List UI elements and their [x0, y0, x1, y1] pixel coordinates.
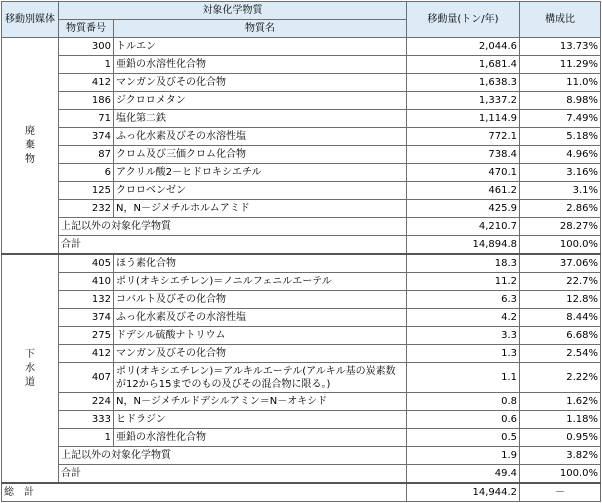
substance-name: マンガン及びその化合物: [114, 345, 407, 363]
transfer-amount: 1,681.4: [407, 56, 520, 74]
substance-number: 300: [59, 38, 114, 56]
medium-sewer: [2, 254, 59, 483]
transfer-amount: 3.3: [407, 327, 520, 345]
substance-number: 412: [59, 345, 114, 363]
substance-number: 374: [59, 309, 114, 327]
table-row: [2, 411, 601, 429]
substance-number: 333: [59, 411, 114, 429]
substance-number: 412: [59, 74, 114, 92]
medium-waste: [2, 38, 59, 255]
ratio: 12.8%: [520, 291, 601, 309]
table-row: [2, 429, 601, 447]
transfer-amount: 1.9: [407, 447, 520, 465]
table-row: [2, 56, 601, 74]
transfer-amount: 738.4: [407, 146, 520, 164]
substance-name: ポリ(オキシエチレン)＝アルキルエーテル(アルキル基の炭素数が12から15までのもの及びその混合物に限る。): [114, 363, 407, 393]
substance-name: ポリ(オキシエチレン)＝ノニルフェニルエーテル: [114, 273, 407, 291]
substance-name: N，N－ジメチルドデシルアミン＝N－オキシド: [114, 393, 407, 411]
table-row: [2, 74, 601, 92]
substance-name: N，N－ジメチルホルムアミド: [114, 200, 407, 218]
ratio: 11.29%: [520, 56, 601, 74]
transfer-amount: 4,210.7: [407, 218, 520, 236]
ratio: 100.0%: [520, 236, 601, 255]
substance-name: 亜鉛の水溶性化合物: [114, 56, 407, 74]
table-row: [2, 393, 601, 411]
grand-total-amount: 14,944.2: [407, 483, 520, 502]
table-row: [2, 327, 601, 345]
ratio: 1.62%: [520, 393, 601, 411]
substance-name: ヒドラジン: [114, 411, 407, 429]
substance-number: 1: [59, 56, 114, 74]
table-row: [2, 363, 601, 393]
substance-name: ほう素化合物: [114, 254, 407, 273]
substance-name: 亜鉛の水溶性化合物: [114, 429, 407, 447]
ratio: 7.49%: [520, 110, 601, 128]
substance-name: アクリル酸2－ヒドロキシエチル: [114, 164, 407, 182]
ratio: 13.73%: [520, 38, 601, 56]
grand-total-label: 総 計: [2, 483, 407, 502]
table-row: [2, 200, 601, 218]
table-row: [2, 182, 601, 200]
other-substances-row: [2, 447, 601, 465]
transfer-amount: 18.3: [407, 254, 520, 273]
subtotal-label: 合計: [59, 236, 407, 255]
ratio: 2.86%: [520, 200, 601, 218]
table-row: [2, 38, 601, 56]
substance-number: 275: [59, 327, 114, 345]
header-substance-name: 物質名: [114, 20, 407, 38]
transfer-amount: 11.2: [407, 273, 520, 291]
ratio: 2.54%: [520, 345, 601, 363]
other-substances-row: [2, 218, 601, 236]
substance-number: 125: [59, 182, 114, 200]
ratio: 8.98%: [520, 92, 601, 110]
ratio: 2.22%: [520, 363, 601, 393]
transfer-amount: 6.3: [407, 291, 520, 309]
table-row: [2, 291, 601, 309]
table-row: [2, 309, 601, 327]
transfer-amount: 1,114.9: [407, 110, 520, 128]
table-row: [2, 110, 601, 128]
header-medium: 移動別媒体: [2, 2, 59, 38]
substance-name: クロム及び三価クロム化合物: [114, 146, 407, 164]
table-row: [2, 273, 601, 291]
ratio: 5.18%: [520, 128, 601, 146]
ratio: 22.7%: [520, 273, 601, 291]
ratio: 3.1%: [520, 182, 601, 200]
substance-number: 1: [59, 429, 114, 447]
ratio: 6.68%: [520, 327, 601, 345]
substance-name: トルエン: [114, 38, 407, 56]
transfer-amount: 425.9: [407, 200, 520, 218]
substance-name: クロロベンゼン: [114, 182, 407, 200]
other-substances-label: 上記以外の対象化学物質: [59, 447, 407, 465]
ratio: 37.06%: [520, 254, 601, 273]
substance-number: 186: [59, 92, 114, 110]
transfer-amount: 2,044.6: [407, 38, 520, 56]
header-target-substance: 対象化学物質: [59, 2, 407, 20]
ratio: 3.82%: [520, 447, 601, 465]
transfer-amount: 772.1: [407, 128, 520, 146]
substance-name: 塩化第二鉄: [114, 110, 407, 128]
transfer-amount: 1,337.2: [407, 92, 520, 110]
subtotal-label: 合計: [59, 465, 407, 484]
substance-number: 407: [59, 363, 114, 393]
ratio: 4.96%: [520, 146, 601, 164]
substance-number: 410: [59, 273, 114, 291]
grand-total-ratio: －: [520, 483, 601, 502]
transfer-amount: 470.1: [407, 164, 520, 182]
substance-name: マンガン及びその化合物: [114, 74, 407, 92]
substance-name: ドデシル硫酸ナトリウム: [114, 327, 407, 345]
other-substances-label: 上記以外の対象化学物質: [59, 218, 407, 236]
table-row: [2, 164, 601, 182]
medium-sewer-label: 下水道: [25, 348, 35, 388]
transfer-amount: 4.2: [407, 309, 520, 327]
transfer-amount: 1.3: [407, 345, 520, 363]
substance-number: 224: [59, 393, 114, 411]
table-row: [2, 345, 601, 363]
header-ratio: 構成比: [520, 2, 601, 38]
transfer-amount: 0.8: [407, 393, 520, 411]
substance-name: コバルト及びその化合物: [114, 291, 407, 309]
transfer-amount: 49.4: [407, 465, 520, 484]
ratio: 8.44%: [520, 309, 601, 327]
substance-number: 87: [59, 146, 114, 164]
table-row: [2, 254, 601, 273]
grand-total-row: [2, 483, 601, 502]
substance-name: ジクロロメタン: [114, 92, 407, 110]
ratio: 1.18%: [520, 411, 601, 429]
substance-number: 132: [59, 291, 114, 309]
substance-name: ふっ化水素及びその水溶性塩: [114, 128, 407, 146]
substance-number: 71: [59, 110, 114, 128]
transfer-amount: 461.2: [407, 182, 520, 200]
table-row: [2, 92, 601, 110]
ratio: 0.95%: [520, 429, 601, 447]
transfer-amount: 14,894.8: [407, 236, 520, 255]
ratio: 28.27%: [520, 218, 601, 236]
substance-number: 6: [59, 164, 114, 182]
transfer-amount: 1.1: [407, 363, 520, 393]
ratio: 11.0%: [520, 74, 601, 92]
medium-waste-label: 廃棄物: [25, 125, 35, 165]
table-row: [2, 146, 601, 164]
transfer-amount: 0.6: [407, 411, 520, 429]
transfer-table: [1, 1, 601, 502]
header-substance-number: 物質番号: [59, 20, 114, 38]
transfer-amount: 0.5: [407, 429, 520, 447]
table-row: [2, 128, 601, 146]
substance-number: 232: [59, 200, 114, 218]
ratio: 100.0%: [520, 465, 601, 484]
header-transfer-amount: 移動量(トン/年): [407, 2, 520, 38]
substance-number: 374: [59, 128, 114, 146]
subtotal-row: [2, 465, 601, 484]
transfer-amount: 1,638.3: [407, 74, 520, 92]
substance-name: ふっ化水素及びその水溶性塩: [114, 309, 407, 327]
ratio: 3.16%: [520, 164, 601, 182]
substance-number: 405: [59, 254, 114, 273]
subtotal-row: [2, 236, 601, 255]
